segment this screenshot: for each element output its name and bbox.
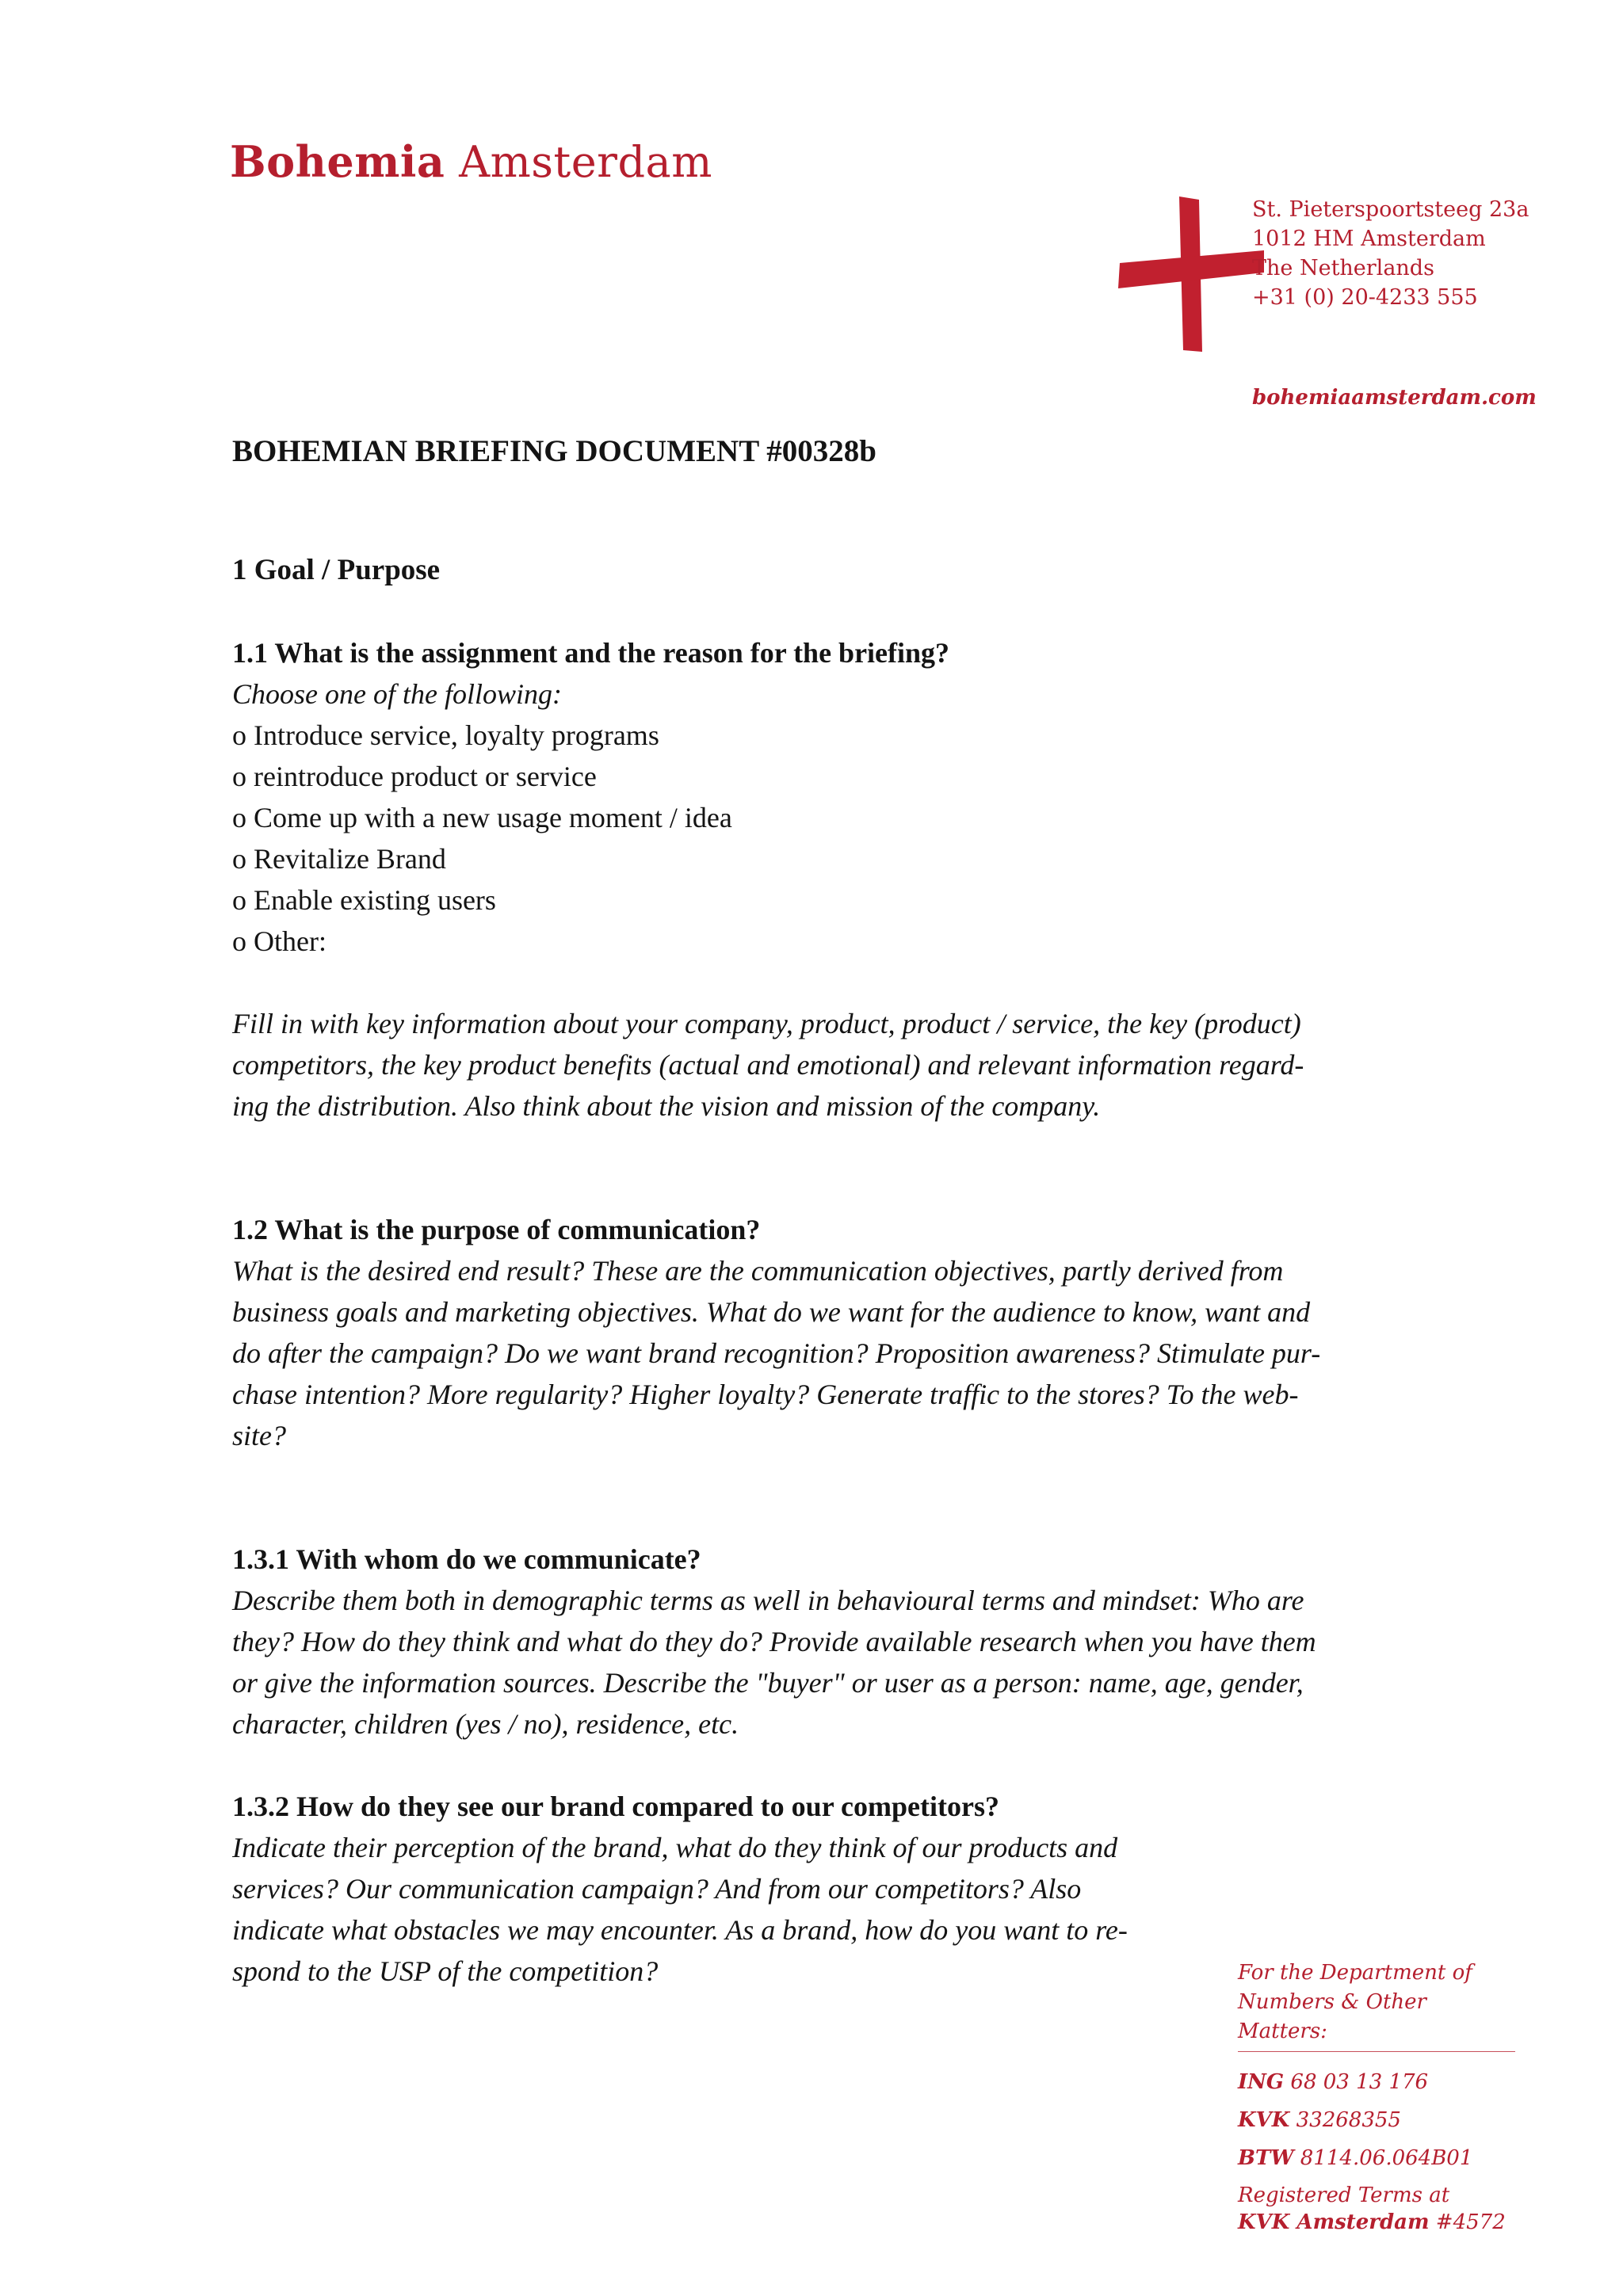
paragraph-line: do after the campaign? Do we want brand recognition? Proposition awareness? Stimulate pur- bbox=[232, 1337, 1321, 1369]
question-1-1-heading: 1.1 What is the assignment and the reason for the briefing? bbox=[232, 637, 950, 669]
paragraph-line: spond to the USP of the competition? bbox=[232, 1955, 659, 1987]
paragraph-line: business goals and marketing objectives. What do we want for the audience to know, want and bbox=[232, 1296, 1311, 1328]
paragraph-line: services? Our communication campaign? And from our competitors? Also bbox=[232, 1873, 1082, 1905]
registered-kvk bbox=[1238, 2209, 1515, 2236]
option-item: o reintroduce product or service bbox=[232, 761, 597, 792]
question-1-3-1-description bbox=[232, 1580, 1389, 1745]
address-street: St. Pieterspoortsteeg 23a bbox=[1252, 197, 1529, 222]
question-1-2-description bbox=[232, 1250, 1389, 1456]
registered-terms bbox=[1238, 2182, 1515, 2236]
question-1-3-1-heading: 1.3.1 With whom do we communicate? bbox=[232, 1543, 701, 1575]
paragraph-line: competitors, the key product benefits (actual and emotional) and relevant information regard- bbox=[232, 1049, 1304, 1081]
question-1-2-heading: 1.2 What is the purpose of communication? bbox=[232, 1214, 761, 1245]
company-address bbox=[1252, 195, 1529, 312]
address-phone: +31 (0) 20-4233 555 bbox=[1252, 285, 1478, 310]
section-heading-goal: 1 Goal / Purpose bbox=[232, 554, 441, 586]
ing-label: ING bbox=[1238, 2070, 1285, 2094]
paragraph-line: chase intention? More regularity? Higher loyalty? Generate traffic to the stores? To the web- bbox=[232, 1379, 1299, 1410]
paragraph-line: indicate what obstacles we may encounter. As a brand, how do you want to re- bbox=[232, 1914, 1128, 1946]
department-line: For the Department of bbox=[1238, 1961, 1472, 1985]
paragraph-line: Describe them both in demographic terms as well in behavioural terms and mindset: Who are bbox=[232, 1585, 1304, 1616]
btw-value: 8114.06.064B01 bbox=[1300, 2146, 1473, 2170]
paragraph-line: ing the distribution. Also think about the vision and mission of the company. bbox=[232, 1090, 1101, 1122]
department-line: Numbers & Other Matters: bbox=[1238, 1990, 1426, 2043]
registered-line: Registered Terms at bbox=[1238, 2183, 1450, 2207]
paragraph-line: Indicate their perception of the brand, what do they think of our products and bbox=[232, 1832, 1118, 1863]
kvk-number bbox=[1238, 2101, 1515, 2139]
btw-number bbox=[1238, 2139, 1515, 2177]
option-item: o Enable existing users bbox=[232, 884, 496, 916]
document-title: BOHEMIAN BRIEFING DOCUMENT #00328b bbox=[232, 434, 876, 468]
kvk-value: 33268355 bbox=[1296, 2108, 1401, 2132]
option-item: o Introduce service, loyalty programs bbox=[232, 719, 659, 751]
option-item: o Revitalize Brand bbox=[232, 843, 446, 875]
paragraph-line: character, children (yes / no), residence, etc. bbox=[232, 1708, 739, 1740]
red-cross-icon bbox=[1113, 196, 1264, 352]
paragraph-line: What is the desired end result? These are the communication objectives, partly derived from bbox=[232, 1255, 1284, 1287]
address-country: The Netherlands bbox=[1252, 256, 1434, 280]
paragraph-line: they? How do they think and what do they do? Provide available research when you have them bbox=[232, 1626, 1316, 1657]
company-registration-info bbox=[1238, 1958, 1515, 2236]
option-item: o Come up with a new usage moment / idea bbox=[232, 802, 732, 833]
registered-label: KVK Amsterdam bbox=[1238, 2210, 1430, 2234]
question-1-1-instruction: Choose one of the following: bbox=[232, 678, 562, 710]
ing-number bbox=[1238, 2063, 1515, 2101]
department-label bbox=[1238, 1958, 1515, 2052]
question-1-3-2-heading: 1.3.2 How do they see our brand compared to our competitors? bbox=[232, 1791, 999, 1822]
kvk-label: KVK bbox=[1238, 2108, 1290, 2132]
paragraph-line: site? bbox=[232, 1420, 286, 1451]
company-logo bbox=[230, 136, 712, 187]
address-postal: 1012 HM Amsterdam bbox=[1252, 227, 1486, 251]
website-link[interactable]: bohemiaamsterdam.com bbox=[1252, 386, 1537, 410]
paragraph-line: or give the information sources. Describe the "buyer" or user as a person: name, age, gender, bbox=[232, 1667, 1304, 1699]
ing-value: 68 03 13 176 bbox=[1290, 2070, 1429, 2094]
paragraph-line: Fill in with key information about your company, product, product / service, the key (product) bbox=[232, 1008, 1301, 1039]
logo-light-text: Amsterdam bbox=[459, 137, 712, 187]
document-body bbox=[232, 428, 1389, 1992]
logo-bold-text: Bohemia bbox=[230, 136, 445, 187]
option-item: o Other: bbox=[232, 925, 327, 957]
question-1-1-fill-instructions bbox=[232, 1003, 1389, 1127]
registered-value: #4572 bbox=[1435, 2210, 1506, 2234]
btw-label: BTW bbox=[1238, 2146, 1294, 2170]
question-1-3-2-description bbox=[232, 1827, 1199, 1992]
